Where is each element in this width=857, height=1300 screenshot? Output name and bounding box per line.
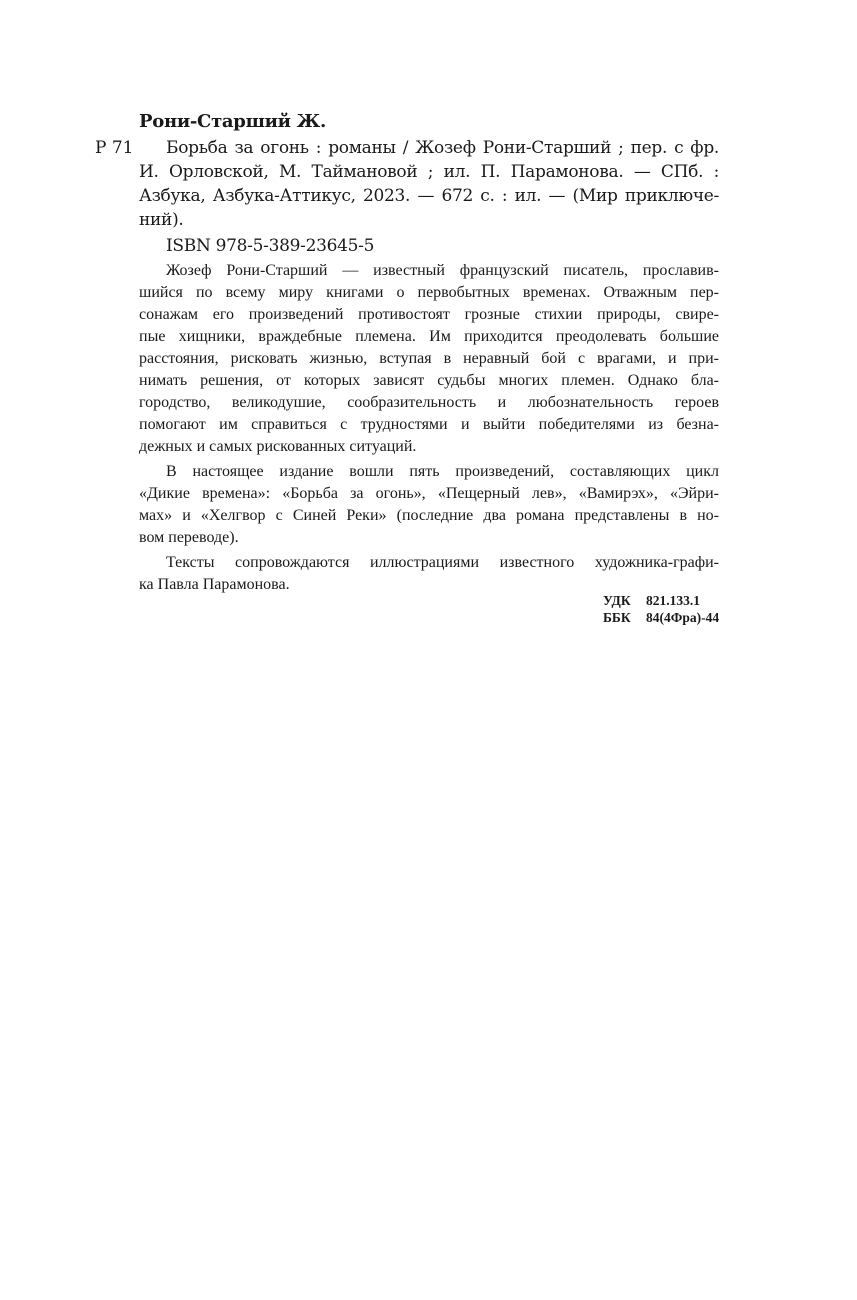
annotation-line: сонажам его произведений противостоят грозные стихии природы, свире-	[139, 306, 719, 323]
bbk-value: 84(4Фра)-44	[646, 610, 720, 625]
annotation-line: городство, великодушие, сообразительность и любознательность героев	[139, 394, 719, 411]
annotation-line: «Дикие времена»: «Борьба за огонь», «Пещерный лев», «Вамирэх», «Эйри-	[139, 485, 719, 502]
annotation-line: дежных и самых рискованных ситуаций.	[139, 438, 417, 455]
annotation-line: пые хищники, враждебные племена. Им приходится преодолевать большие	[139, 328, 719, 345]
annotation-line: Жозеф Рони-Старший — известный французский писатель, прославив-	[166, 262, 719, 279]
bibliographic-line-4: ний).	[139, 210, 184, 230]
isbn: ISBN 978-5-389-23645-5	[166, 236, 375, 256]
bbk-index	[603, 608, 719, 628]
annotation-line: мах» и «Хелгвор с Синей Реки» (последние два романа представлены в но-	[139, 507, 719, 524]
annotation-line: нимать решения, от которых зависят судьбы многих племен. Однако бла-	[139, 372, 719, 389]
annotation-line: Тексты сопровождаются иллюстрациями известного художника-графи-	[166, 554, 719, 571]
annotation-line: ка Павла Парамонова.	[139, 576, 290, 593]
bibliographic-line-3: Азбука, Азбука-Аттикус, 2023. — 672 с. : ил. — (Мир приключе-	[139, 186, 719, 206]
udc-label: УДК	[603, 593, 631, 608]
author-heading: Рони-Старший Ж.	[139, 111, 326, 132]
bbk-label: ББК	[603, 610, 631, 625]
annotation-line: вом переводе).	[139, 529, 239, 546]
annotation-line: помогают им справиться с трудностями и выйти победителями из безна-	[139, 416, 719, 433]
bibliographic-line-1: Борьба за огонь : романы / Жозеф Рони-Старший ; пер. с фр.	[166, 138, 719, 158]
bibliographic-line-2: И. Орловской, М. Таймановой ; ил. П. Парамонова. — СПб. :	[139, 162, 719, 182]
annotation-line: шийся по всему миру книгами о первобытных временах. Отважным пер-	[139, 284, 719, 301]
annotation-line: В настоящее издание вошли пять произведений, составляющих цикл	[166, 463, 719, 480]
annotation-line: расстояния, рисковать жизнью, вступая в неравный бой с врагами, и при-	[139, 350, 719, 367]
call-number: Р 71	[95, 138, 134, 158]
udc-value: 821.133.1	[646, 593, 700, 608]
